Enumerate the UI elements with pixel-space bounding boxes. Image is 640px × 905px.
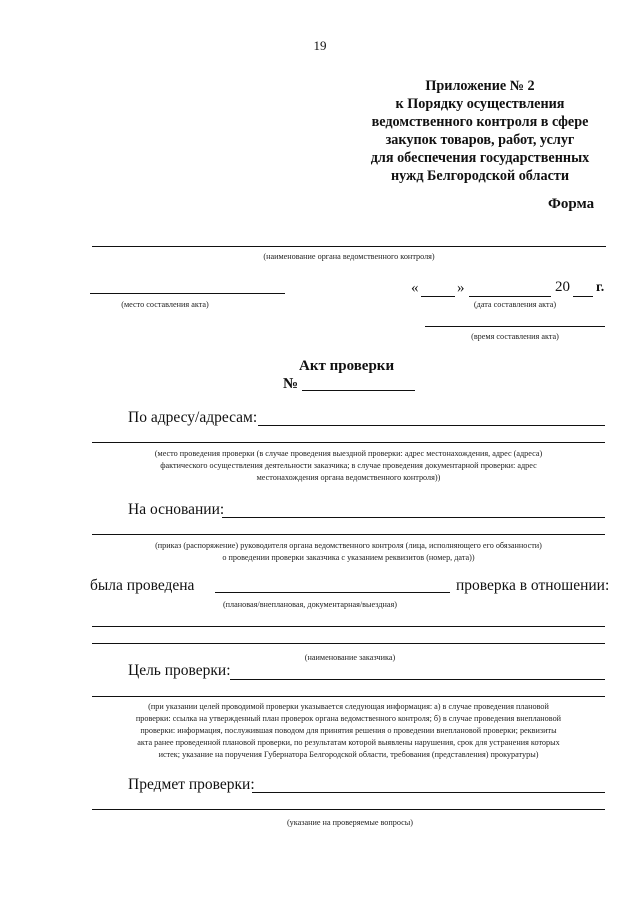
appendix-line: для обеспечения государственных <box>370 150 590 166</box>
basis-line-2 <box>92 534 605 535</box>
appendix-line: Приложение № 2 <box>425 78 535 94</box>
goal-hint <box>92 701 605 761</box>
place-hint: (место составления акта) <box>121 300 209 309</box>
appendix-line: ведомственного контроля в сфере <box>371 114 589 130</box>
basis-hint <box>92 540 605 564</box>
appendix-line: закупок товаров, работ, услуг <box>385 132 575 148</box>
organ-name-line <box>92 246 606 247</box>
customer-line-1 <box>92 626 605 627</box>
place-line <box>90 293 285 294</box>
address-hint-line: фактического осуществления деятельности заказчика; в случае проведения документарной проверки: адрес <box>160 461 537 470</box>
address-line <box>258 425 605 426</box>
date-year-prefix: 20 <box>555 279 570 295</box>
act-title: Акт проверки <box>299 358 395 374</box>
goal-label: Цель проверки: <box>128 662 231 679</box>
appendix-header <box>340 77 620 185</box>
basis-hint-line: (приказ (распоряжение) руководителя органа ведомственного контроля (лица, исполняющего его обязанности) <box>155 541 542 550</box>
time-hint: (время составления акта) <box>471 332 559 341</box>
basis-label: На основании: <box>128 501 225 518</box>
form-label: Форма <box>548 196 595 212</box>
check-type-hint: (плановая/внеплановая, документарная/выездная) <box>222 600 398 609</box>
address-label: По адресу/адресам: <box>128 409 258 426</box>
goal-hint-line: (при указании целей проводимой проверки указывается следующая информация: а) в случае проведения плановой <box>148 702 549 711</box>
customer-hint: (наименование заказчика) <box>304 653 396 662</box>
date-day-line <box>421 296 455 297</box>
date-open-quote: « <box>411 280 419 296</box>
check-type-line <box>215 592 450 593</box>
conducted-label: была проведена <box>90 577 195 594</box>
address-line-2 <box>92 442 605 443</box>
goal-line-2 <box>92 696 605 697</box>
goal-hint-line: акта ранее проведенной плановой проверки, по результатам которой выявлены нарушения, срок для устранения которых <box>137 738 560 747</box>
subject-line-2 <box>92 809 605 810</box>
subject-label: Предмет проверки: <box>128 776 255 793</box>
subject-line <box>252 792 605 793</box>
basis-hint-line: о проведении проверки заказчика с указанием реквизитов (номер, дата)) <box>222 553 475 562</box>
goal-hint-line: проверки: информация, послужившая поводом для принятия решения о проведении внеплановой проверки; реквизиты <box>140 726 557 735</box>
date-year-suffix: г. <box>596 280 605 295</box>
date-year-line <box>573 296 593 297</box>
goal-hint-line: истек; указание на поручения Губернатора Белгородской области, требования (представления) прокуратуры) <box>158 750 539 759</box>
appendix-line: к Порядку осуществления <box>395 96 565 112</box>
address-hint <box>92 448 605 484</box>
goal-line <box>230 679 605 680</box>
date-hint: (дата составления акта) <box>473 300 557 309</box>
time-line <box>425 326 605 327</box>
appendix-line: нужд Белгородской области <box>390 168 570 184</box>
goal-hint-line: проверки: ссылка на утвержденный план проверок органа ведомственного контроля; б) в случае проведения внеплановой <box>135 714 562 723</box>
date-month-line <box>469 296 551 297</box>
subject-hint: (указание на проверяемые вопросы) <box>286 818 414 827</box>
date-close-quote: » <box>457 280 465 296</box>
customer-line-2 <box>92 643 605 644</box>
regarding-label: проверка в отношении: <box>456 577 610 594</box>
act-number-sign: № <box>283 376 299 392</box>
act-number-line <box>302 390 415 391</box>
basis-line <box>222 517 605 518</box>
address-hint-line: местонахождения органа ведомственного контроля)) <box>256 473 441 482</box>
address-hint-line: (место проведения проверки (в случае проведения выездной проверки: адрес местонахождения, адрес (адреса) <box>154 449 543 458</box>
organ-name-hint: (наименование органа ведомственного контроля) <box>263 252 435 261</box>
page-number: 19 <box>313 38 327 53</box>
